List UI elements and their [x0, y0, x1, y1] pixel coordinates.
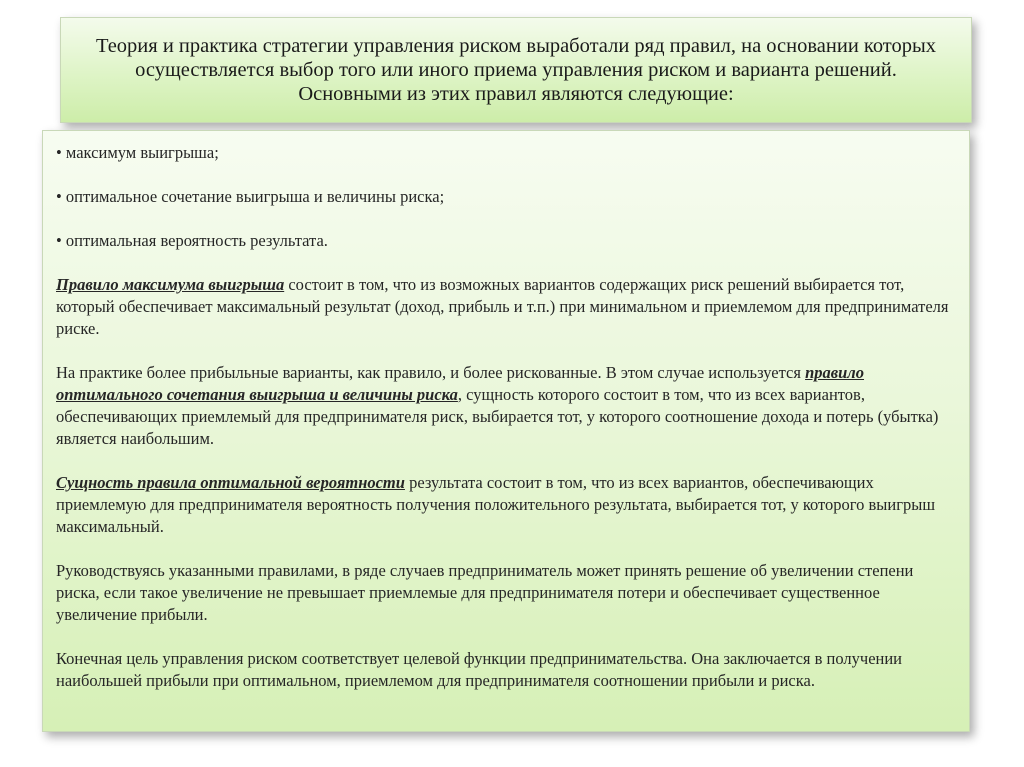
bullet-item: • максимум выигрыша;	[56, 143, 219, 162]
paragraph-text: На практике более прибыльные варианты, как правило, и более рискованные. В этом случае используется	[56, 363, 806, 382]
slide-content-box	[42, 130, 970, 732]
paragraph-max-gain-rule	[56, 274, 959, 340]
bullet-item: • оптимальная вероятность результата.	[56, 231, 328, 250]
paragraph-optimal-probability-rule	[56, 472, 959, 538]
term-optimal-combination-rule: правило оптимального сочетания выигрыша и величины риска	[56, 363, 865, 404]
bullet-item: • оптимальное сочетание выигрыша и величины риска;	[56, 187, 445, 206]
slide-title-box	[60, 17, 972, 123]
paragraph-text: результата состоит в том, что из всех вариантов, обеспечивающих приемлемую для предпринимателя вероятность получения положительного результата, выбирается тот, у которого выигрыш максимальный.	[56, 473, 936, 536]
term-max-gain-rule: Правило максимума выигрыша	[56, 275, 285, 294]
term-optimal-probability-rule: Сущность правила оптимальной вероятности	[56, 473, 405, 492]
slide-title: Теория и практика стратегии управления риском выработали ряд правил, на основании которых осуществляется выбор того или иного приема управления риском и варианта решений. Основными из этих правил являются следующие:	[95, 35, 937, 105]
paragraph-text: состоит в том, что из возможных вариантов содержащих риск решений выбирается тот, который обеспечивает максимальный результат (доход, прибыль и т.п.) при минимальном и приемлемом для предпринимателя риске.	[56, 275, 949, 338]
paragraph-optimal-combination-rule	[56, 362, 959, 450]
paragraph-final-goal: Конечная цель управления риском соответствует целевой функции предпринимательства. Она заключается в получении наибольшей прибыли при оптимальном, приемлемом для предпринимателя соотношении прибыли и риска.	[56, 649, 903, 690]
paragraph-text: , сущность которого состоит в том, что из всех вариантов, обеспечивающих приемлемый для предпринимателя риск, выбирается тот, у которого соотношение дохода и потерь (убытка) является наибольшим.	[56, 385, 939, 448]
paragraph-risk-increase: Руководствуясь указанными правилами, в ряде случаев предприниматель может принять решение об увеличении степени риска, если такое увеличение не превышает приемлемые для предпринимателя потери и обеспечивает существенное увеличение прибыли.	[56, 561, 914, 624]
